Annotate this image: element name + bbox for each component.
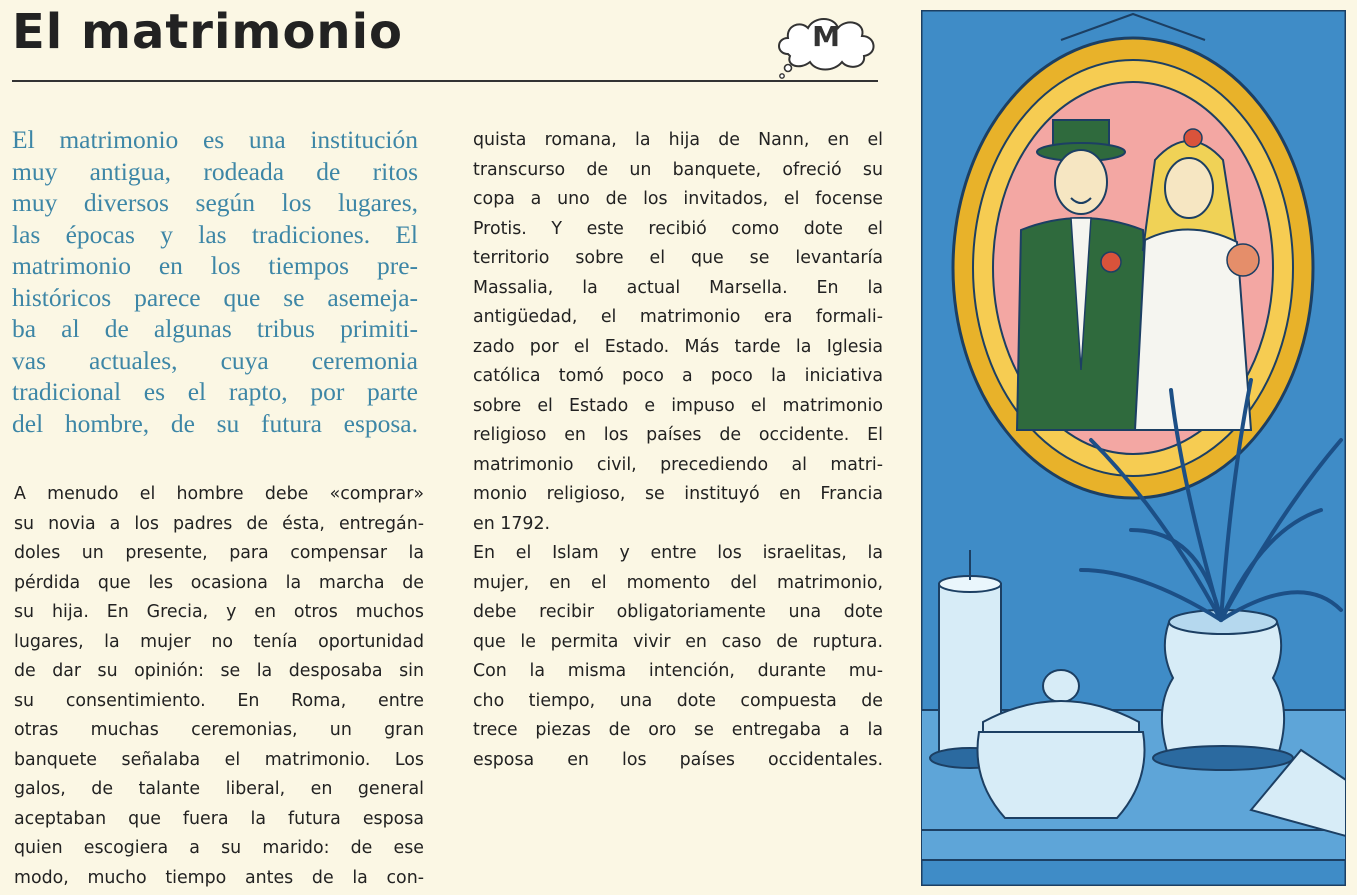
body-line: su hija. En Grecia, y en otros muchos — [14, 602, 424, 622]
body-line: quista romana, la hija de Nann, en el — [473, 130, 883, 150]
lead-line: tradicional es el rapto, por parte — [12, 377, 418, 406]
page-title: El matrimonio — [12, 4, 404, 60]
lead-line: las épocas y las tradiciones. El — [12, 219, 418, 249]
lead-line: del hombre, de su futura esposa. — [12, 408, 418, 438]
body-line: Massalia, la actual Marsella. En la — [473, 277, 883, 298]
body-line: otras muchas ceremonias, un gran — [14, 720, 424, 740]
body-column-1 — [14, 480, 424, 893]
body-line: Con la misma intención, durante mu- — [473, 661, 883, 681]
body-line: doles un presente, para compensar la — [14, 543, 424, 563]
body-line: quien escogiera a su marido: de ese — [14, 838, 424, 858]
lead-line: muy diversos según los lugares, — [12, 188, 418, 217]
chapter-badge — [774, 10, 884, 80]
body-line: mujer, en el momento del matrimonio, — [473, 572, 883, 593]
body-line: que le permita vivir en caso de ruptura. — [473, 631, 883, 652]
body-line: sobre el Estado e impuso el matrimonio — [473, 395, 883, 416]
title-divider — [12, 80, 878, 82]
body-line: territorio sobre el que se levantaría — [473, 248, 883, 268]
body-line: matrimonio civil, precediendo al matri- — [473, 454, 883, 475]
body-line: transcurso de un banquete, ofreció su — [473, 159, 883, 180]
body-line: católica tomó poco a poco la iniciativa — [473, 366, 883, 386]
body-line: su consentimiento. En Roma, entre — [14, 690, 424, 711]
body-line: monio religioso, se instituyó en Francia — [473, 484, 883, 504]
plant-pot — [1153, 610, 1293, 770]
body-line: galos, de talante liberal, en general — [14, 779, 424, 799]
wedding-portrait-illustration — [921, 10, 1346, 886]
lead-line: matrimonio en los tiempos pre- — [12, 251, 418, 280]
body-line: su novia a los padres de ésta, entregán- — [14, 513, 424, 534]
body-line: de dar su opinión: se la desposaba sin — [14, 661, 424, 681]
body-line: cho tiempo, una dote compuesta de — [473, 690, 883, 711]
body-line: antigüedad, el matrimonio era formali- — [473, 307, 883, 327]
lead-line: El matrimonio es una institución — [12, 125, 418, 154]
body-column-2 — [473, 126, 883, 775]
body-line: esposa en los países occidentales. — [473, 749, 883, 770]
body-line: en 1792. — [473, 513, 551, 534]
body-line: Protis. Y este recibió como dote el — [473, 218, 883, 239]
lead-line: muy antigua, rodeada de ritos — [12, 156, 418, 186]
body-line: A menudo el hombre debe «comprar» — [14, 484, 424, 504]
badge-letter: M — [812, 20, 840, 53]
lead-line: históricos parece que se asemeja- — [12, 282, 418, 312]
body-line: copa a uno de los invitados, el focense — [473, 189, 883, 209]
lead-paragraph — [12, 124, 418, 439]
body-line: trece piezas de oro se entregaba a la — [473, 720, 883, 740]
body-line: banquete señalaba el matrimonio. Los — [14, 749, 424, 770]
body-line: aceptaban que fuera la futura esposa — [14, 808, 424, 829]
illustration-drawing — [921, 10, 1346, 886]
body-line: pérdida que les ocasiona la marcha de — [14, 572, 424, 593]
body-line: religioso en los países de occidente. El — [473, 425, 883, 445]
lead-line: vas actuales, cuya ceremonia — [12, 345, 418, 375]
body-line: lugares, la mujer no tenía oportunidad — [14, 631, 424, 652]
body-line: modo, mucho tiempo antes de la con- — [14, 867, 424, 888]
body-line: debe recibir obligatoriamente una dote — [473, 602, 883, 622]
body-line: En el Islam y entre los israelitas, la — [473, 543, 883, 563]
lead-line: ba al de algunas tribus primiti- — [12, 314, 418, 343]
body-line: zado por el Estado. Más tarde la Iglesia — [473, 336, 883, 357]
